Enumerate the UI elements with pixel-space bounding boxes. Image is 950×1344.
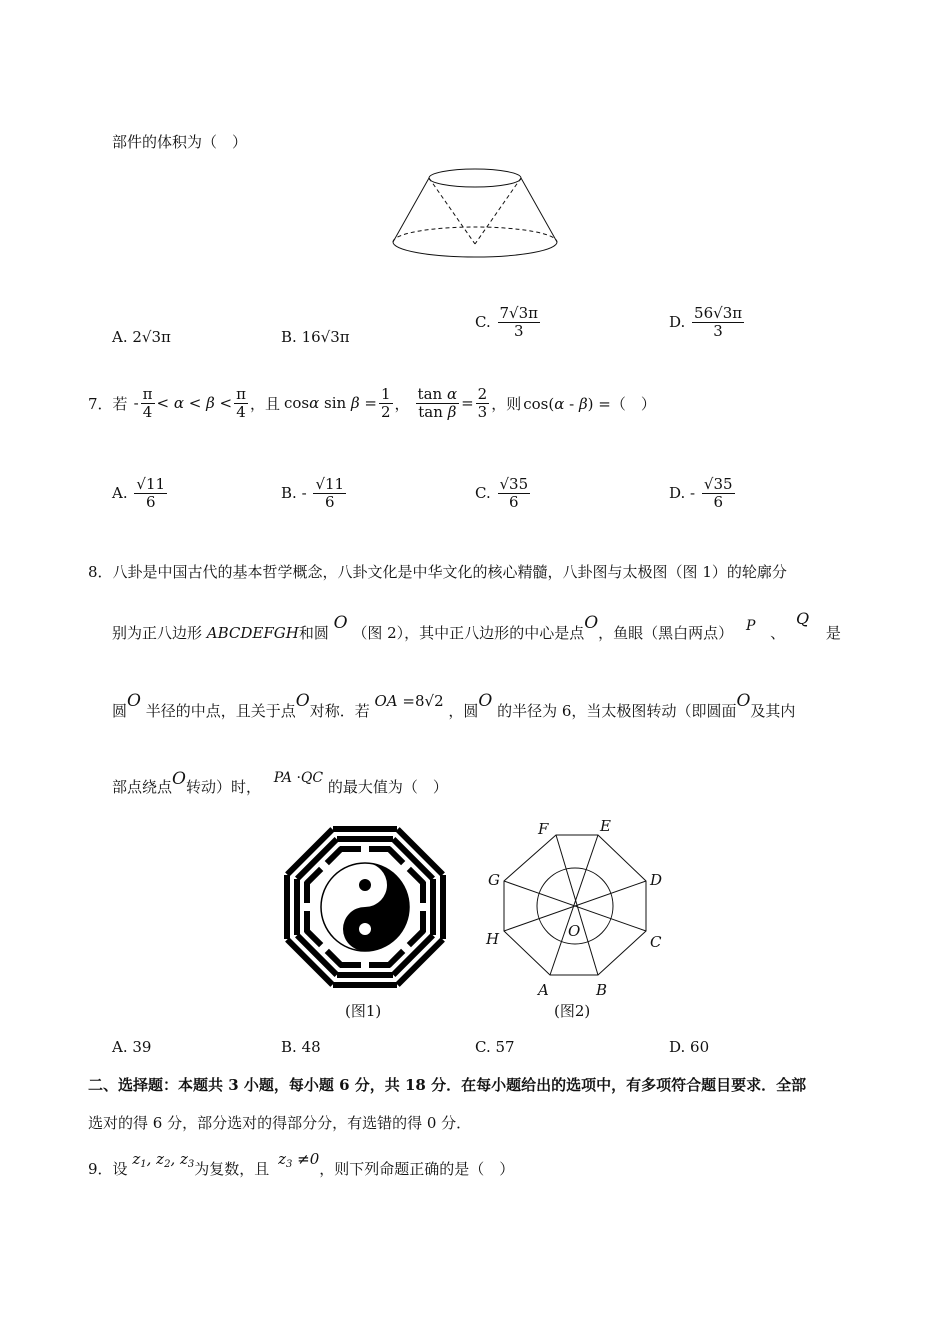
q9-stem: 9．设 $z_1$, $z_2$, $z_3$为复数，且 $z_3 \ne 0$，则下列命题正确的是（ ） — [88, 1150, 515, 1178]
q7-option-c[interactable]: C. $\frac{√35}{6}$ — [475, 475, 529, 512]
octagon-label-d: D — [650, 871, 663, 889]
octagon-figure — [478, 815, 678, 1000]
q8-line3: 圆O 半径的中点，且关于点O对称．若 OA =8√2 ，圆O 的半径为 6，当太极图转动（即圆面O及其内 — [112, 691, 796, 720]
q6-option-b[interactable]: B. 16√3π — [281, 328, 350, 346]
octagon-label-e: E — [600, 817, 611, 835]
octagon-label-h: H — [486, 930, 500, 948]
octagon-label-c: C — [650, 933, 662, 951]
q7-tan-ratio-eq: $\frac{\text{tan α}}{\text{tan β}}$ = $\frac{2}{3}$ — [417, 385, 488, 422]
q7-number: 7． — [88, 395, 113, 414]
octagon-label-g: G — [488, 871, 500, 889]
q7-option-d[interactable]: D. - $\frac{√35}{6}$ — [669, 475, 733, 512]
frustum-figure — [385, 160, 565, 270]
q8-option-c[interactable]: C. 57 — [475, 1038, 515, 1056]
q7-stem: 7． 若 - $\frac{\pi}{4}$ < α < β < $\frac{\pi}{4}$ ，且 cosα sin β = $\frac{1}{2}$ ， $\frac{\text{tan α}}{\text{tan β}}$ = $\frac{2}{3}$ ，则 cos(α - β) = （ ） — [88, 385, 656, 422]
bagua-taiji-figure — [280, 822, 450, 992]
q7-option-b[interactable]: B. - $\frac{√11}{6}$ — [281, 475, 345, 512]
q7-option-a[interactable]: A. $\frac{√11}{6}$ — [112, 475, 166, 512]
q8-option-d[interactable]: D. 60 — [669, 1038, 710, 1056]
q6-option-c[interactable]: C. $\frac{7√3\pi}{3}$ — [475, 304, 539, 341]
q8-line2: 别为正八边形 ABCDEFGH和圆 O （图 2），其中正八边形的中心是点O，鱼眼（黑白两点） P 、 Q 是 — [112, 609, 841, 642]
section2-heading-line1: 二、选择题：本题共 3 小题，每小题 6 分，共 18 分．在每小题给出的选项中，有多项符合题目要求．全部 — [88, 1076, 807, 1094]
q6-option-d[interactable]: D. $\frac{56√3\pi}{3}$ — [669, 304, 743, 341]
q7-cos-sin-eq: cosα sin β = $\frac{1}{2}$ — [283, 385, 391, 422]
section2-heading-line2: 选对的得 6 分，部分选对的得部分分，有选错的得 0 分． — [88, 1114, 472, 1132]
figure1-caption: (图1) — [345, 1002, 382, 1020]
q8-line1: 8．八卦是中国古代的基本哲学概念，八卦文化是中华文化的核心精髓，八卦图与太极图（图 1）的轮廓分 — [88, 563, 787, 581]
figure2-caption: (图2) — [554, 1002, 591, 1020]
q8-number: 8． — [88, 563, 113, 581]
q6-stem-tail: 部件的体积为（ ） — [112, 133, 248, 151]
q7-inequality: - $\frac{\pi}{4}$ < α < β < $\frac{\pi}{4}$ — [133, 385, 246, 422]
octagon-label-o: O — [568, 922, 581, 940]
q8-option-b[interactable]: B. 48 — [281, 1038, 321, 1056]
q8-line4: 部点绕点O转动）时， PA ·QC 的最大值为（ ） — [112, 769, 448, 796]
q9-number: 9． — [88, 1160, 113, 1178]
octagon-label-b: B — [596, 981, 608, 999]
octagon-label-a: A — [538, 981, 549, 999]
taiji-symbol — [321, 863, 409, 951]
octagon-label-f: F — [538, 820, 549, 838]
q7-target-expr: cos(α - β) = — [523, 394, 611, 413]
q6-option-a[interactable]: A. 2√3π — [112, 328, 171, 346]
q8-option-a[interactable]: A. 39 — [112, 1038, 152, 1056]
